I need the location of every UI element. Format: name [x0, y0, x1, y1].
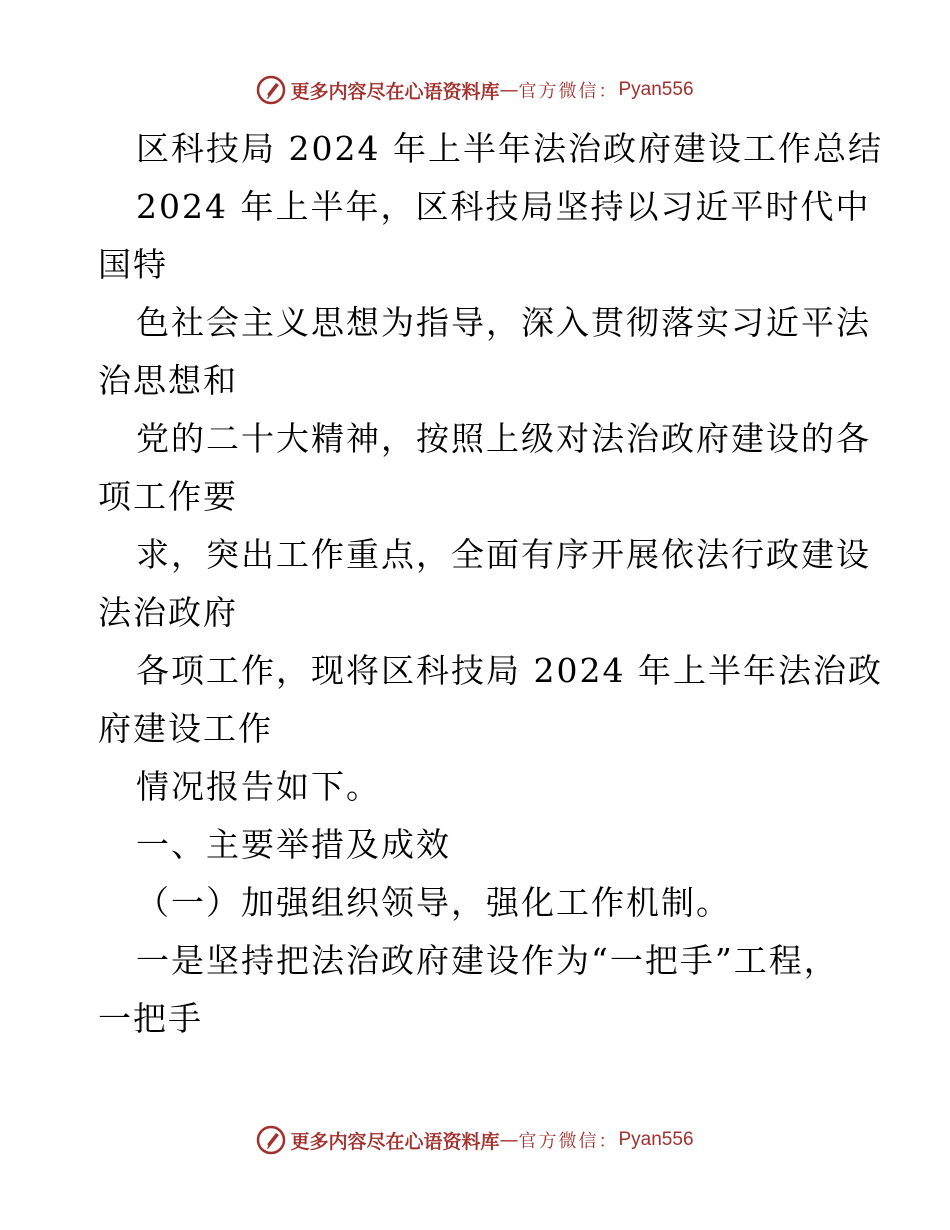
- document-line: 治思想和: [98, 361, 238, 400]
- document-body: [98, 120, 883, 1048]
- document-line: 2024 年上半年，区科技局坚持以习近平时代中: [136, 187, 871, 226]
- document-line: 各项工作，现将区科技局 2024 年上半年法治政: [136, 651, 883, 690]
- banner-wechat-id: Pyan556: [618, 1129, 694, 1150]
- banner-wechat-id: Pyan556: [618, 79, 694, 100]
- banner-dash: —: [499, 79, 519, 101]
- document-line: 党的二十大精神，按照上级对法治政府建设的各: [136, 419, 871, 458]
- banner-dash: —: [499, 1129, 519, 1151]
- pen-circle-logo-icon: [256, 1125, 286, 1155]
- document-line: 一把手: [98, 999, 203, 1038]
- document-line: 国特: [98, 245, 168, 284]
- document-line: 项工作要: [98, 477, 238, 516]
- pen-circle-logo-icon: [256, 75, 286, 105]
- banner-main-text: 更多内容尽在心语资料库: [290, 80, 500, 103]
- document-line: 法治政府: [98, 593, 238, 632]
- banner-wechat-label: 官方微信：: [518, 81, 619, 102]
- banner-wechat-label: 官方微信：: [518, 1131, 619, 1152]
- document-line: 一是坚持把法治政府建设作为“一把手”工程，: [136, 941, 839, 980]
- document-line: （一）加强组织领导，强化工作机制。: [136, 883, 731, 922]
- footer-banner: [0, 1120, 950, 1160]
- document-line: 色社会主义思想为指导，深入贯彻落实习近平法: [136, 303, 871, 342]
- banner-main-text: 更多内容尽在心语资料库: [290, 1130, 500, 1153]
- document-line: 府建设工作: [98, 709, 273, 748]
- document-line: 求，突出工作重点，全面有序开展依法行政建设: [136, 535, 871, 574]
- document-title: 区科技局 2024 年上半年法治政府建设工作总结: [136, 129, 883, 168]
- document-line: 一、主要举措及成效: [136, 825, 451, 864]
- header-banner: [0, 70, 950, 110]
- document-line: 情况报告如下。: [136, 767, 381, 806]
